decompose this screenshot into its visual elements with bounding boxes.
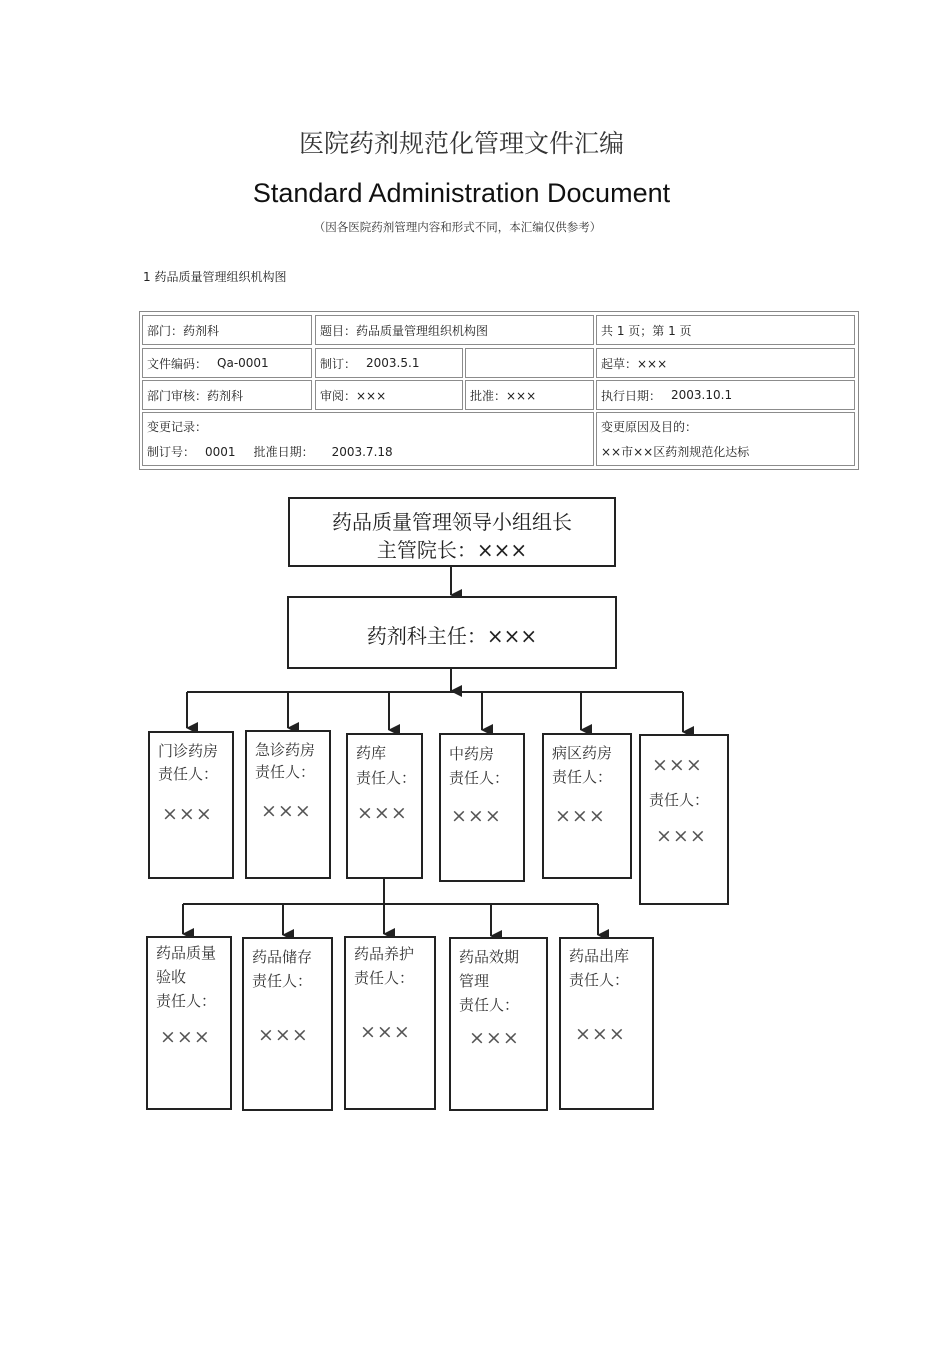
made-cell [315, 348, 463, 378]
org-node-leader [288, 497, 616, 567]
node-person: ××× [656, 825, 707, 847]
dept-text: 部门：药剂科 [147, 323, 220, 338]
node-person-label: 责任人： [354, 969, 415, 987]
pages-text: 共 1 页；第 1 页 [601, 323, 692, 338]
node-label: 药库 [356, 744, 387, 762]
node-person: ××× [575, 1023, 626, 1045]
draft-cell [596, 348, 855, 378]
change-purpose-text: ××市××区药剂规范化达标 [601, 445, 750, 459]
dept-review-cell [142, 380, 312, 410]
node-person: ××× [357, 802, 408, 824]
node-label-2: 管理 [459, 972, 490, 990]
document-title-cn: 医院药剂规范化管理文件汇编 [298, 129, 624, 158]
document-title-en: Standard Administration Document [252, 178, 671, 208]
exec-date-cell [596, 380, 855, 410]
org-node-other [639, 734, 729, 905]
org-node-drug-storage [346, 733, 423, 879]
change-reason-label: 变更原因及目的： [601, 420, 698, 434]
node-person: ××× [258, 1024, 309, 1046]
dept-review-text: 部门审核：药剂科 [147, 388, 244, 403]
change-log-label: 变更记录： [147, 420, 208, 434]
node-label: 药品效期 [459, 948, 520, 966]
node-person: ××× [360, 1021, 411, 1043]
change-log-cell [142, 412, 594, 466]
node-person: ××× [555, 805, 606, 827]
org-node-expiry-management [449, 937, 548, 1111]
node-label: 药品养护 [354, 945, 415, 963]
code-label: 文件编码： [147, 356, 208, 371]
revision-label: 制订号： [147, 445, 196, 459]
node-person: ××× [261, 800, 312, 822]
review-cell [315, 380, 463, 410]
node-person: ××× [162, 803, 213, 825]
review-text: 审阅：××× [320, 388, 387, 403]
org-node-drug-storing [242, 937, 333, 1111]
node-label: 药品质量 [156, 944, 217, 962]
org-node-tcm-pharmacy [439, 733, 525, 882]
node-person-label: 责任人： [252, 972, 313, 990]
node-label: 药品出库 [569, 947, 630, 965]
pages-cell [596, 315, 855, 345]
node-label-2: 验收 [156, 968, 187, 986]
org-node-quality-acceptance [146, 936, 232, 1110]
node-person: ××× [451, 805, 502, 827]
node-label: 门诊药房 [158, 742, 219, 760]
document-info-table [139, 311, 859, 470]
leader-name: 主管院长：××× [376, 538, 528, 562]
change-reason-cell [596, 412, 855, 466]
node-label: 中药房 [449, 745, 495, 763]
org-node-drug-maintenance [344, 936, 436, 1110]
topic-text: 题目：药品质量管理组织机构图 [320, 323, 489, 338]
leader-title: 药品质量管理领导小组组长 [332, 510, 572, 534]
code-cell [142, 348, 312, 378]
director-text: 药剂科主任：××× [366, 624, 538, 648]
approve-date-label: 批准日期： [253, 445, 314, 459]
org-node-director [287, 596, 617, 669]
node-label: 急诊药房 [255, 741, 316, 759]
approve-cell [465, 380, 594, 410]
topic-cell [315, 315, 594, 345]
approve-date-value: 2003.7.18 [331, 445, 393, 459]
revision-value: 0001 [205, 445, 236, 459]
org-node-emergency-pharmacy [245, 730, 331, 879]
node-person-label: 责任人： [158, 765, 219, 783]
node-person-label: 责任人： [569, 971, 630, 989]
node-person-label: 责任人： [649, 791, 710, 809]
made-label: 制订： [320, 356, 357, 371]
section-title: 1 药品质量管理组织机构图 [143, 270, 287, 284]
node-label: ××× [652, 754, 703, 776]
document-subtitle: （因各医院药剂管理内容和形式不同，本汇编仅供参考） [313, 220, 602, 234]
approve-text: 批准：××× [470, 388, 537, 403]
node-person-label: 责任人： [449, 769, 510, 787]
node-person-label: 责任人： [459, 996, 520, 1014]
node-person-label: 责任人： [156, 992, 217, 1010]
org-node-drug-outbound [559, 937, 654, 1110]
node-person: ××× [160, 1026, 211, 1048]
exec-value: 2003.10.1 [671, 388, 733, 402]
node-person-label: 责任人： [552, 768, 613, 786]
dept-cell [142, 315, 312, 345]
exec-label: 执行日期： [601, 388, 662, 403]
draft-text: 起草：××× [601, 356, 668, 371]
node-person-label: 责任人： [356, 769, 417, 787]
empty-cell [465, 348, 594, 378]
made-value: 2003.5.1 [366, 356, 420, 370]
node-label: 药品储存 [252, 948, 313, 966]
node-label: 病区药房 [552, 744, 613, 762]
org-chart [143, 494, 730, 1111]
org-node-outpatient-pharmacy [148, 731, 234, 879]
node-person: ××× [469, 1027, 520, 1049]
revision-line [147, 443, 393, 460]
org-node-ward-pharmacy [542, 733, 632, 879]
code-value: Qa-0001 [217, 356, 269, 370]
node-person-label: 责任人： [255, 763, 316, 781]
